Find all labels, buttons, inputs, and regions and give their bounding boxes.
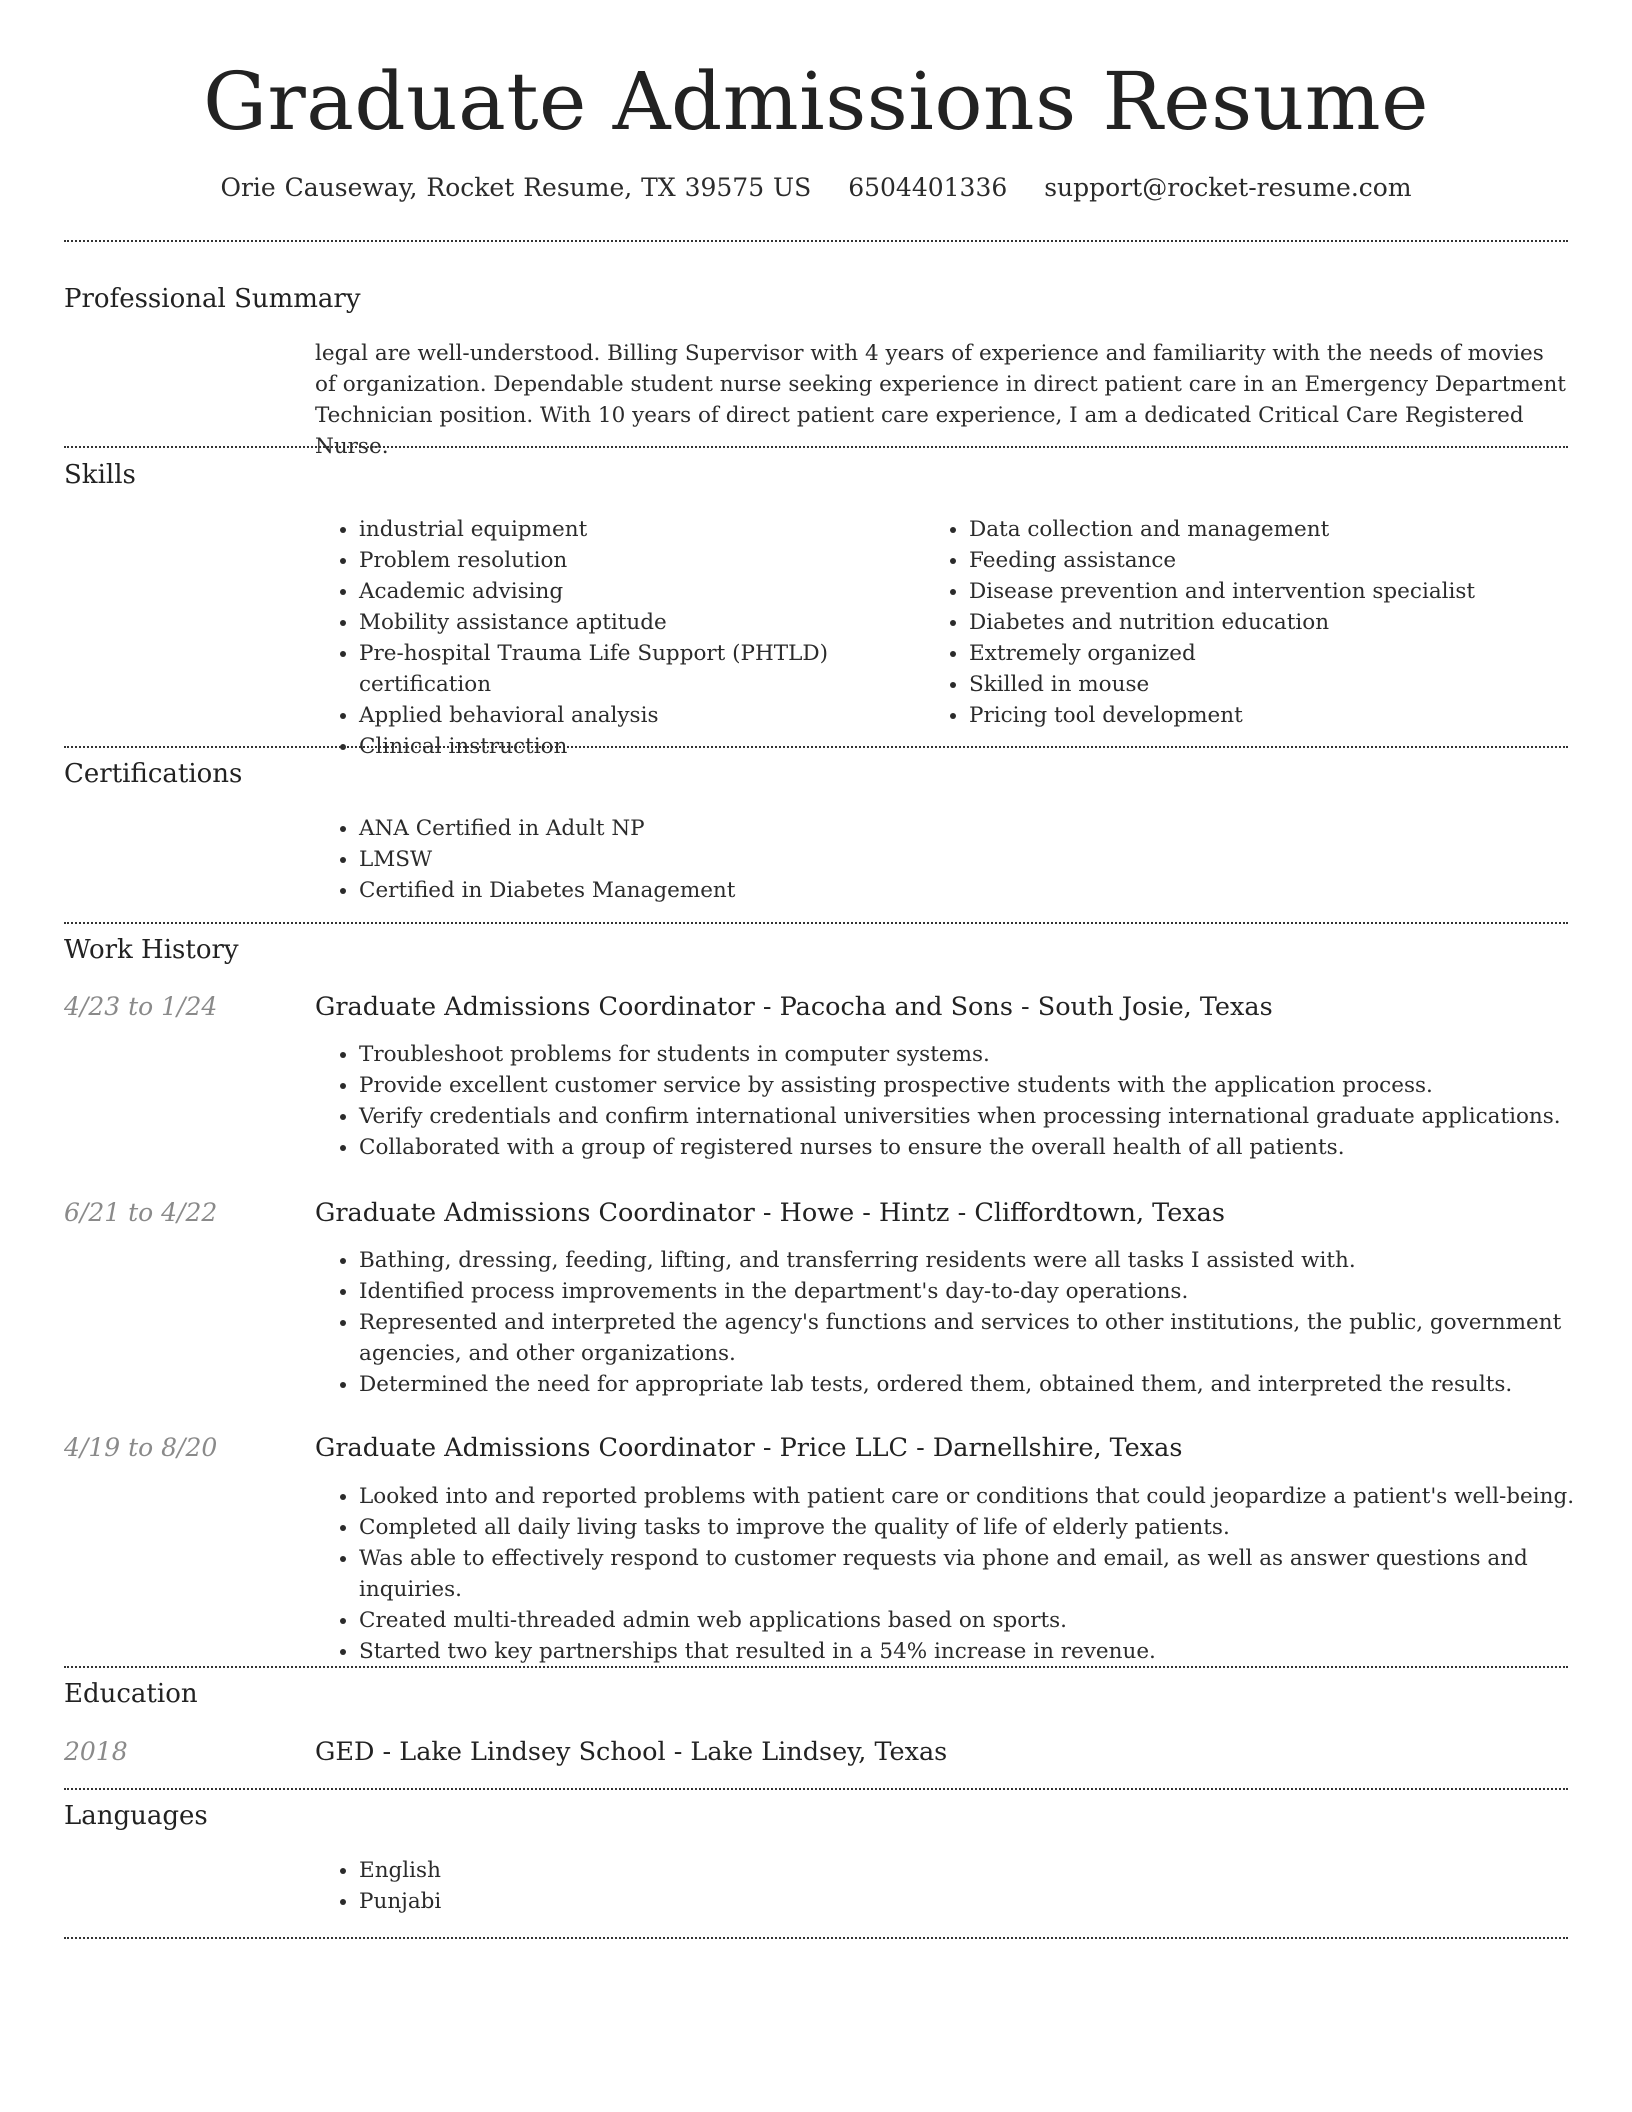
list-item: • Extremely organized [969, 638, 1609, 669]
job-title: Graduate Admissions Coordinator - Price LLC - Darnellshire, Texas [315, 1433, 1183, 1463]
list-item: • Certified in Diabetes Management [359, 875, 1609, 906]
work-heading: Work History [64, 935, 239, 965]
section-divider [64, 746, 1568, 748]
summary-heading: Professional Summary [64, 284, 361, 314]
list-item: • industrial equipment [359, 514, 959, 545]
list-item: • Created multi-threaded admin web applications based on sports. [359, 1605, 1614, 1636]
contact-phone: 6504401336 [848, 173, 1008, 202]
list-item: • Represented and interpreted the agency's functions and services to other institutions, the public, government agencies, and other organizations. [359, 1307, 1589, 1369]
section-divider [64, 1788, 1568, 1790]
list-item: • Academic advising [359, 576, 959, 607]
job-title: Graduate Admissions Coordinator - Howe - Hintz - Cliffordtown, Texas [315, 1198, 1225, 1228]
section-divider [64, 1666, 1568, 1668]
list-item: • Mobility assistance aptitude [359, 607, 959, 638]
list-item: • Punjabi [359, 1886, 1609, 1917]
list-item: • Applied behavioral analysis [359, 700, 959, 731]
summary-text: legal are well-understood. Billing Supervisor with 4 years of experience and familiarity with the needs of movies of organization. Dependable student nurse seeking experience in direct patient care in an Emergency Department Technician position. With 10 years of direct patient care experience, I am a dedicated Critical Care Registered Nurse. [315, 341, 1566, 459]
education-year: 2018 [64, 1737, 128, 1766]
list-item: • Identified process improvements in the department's day-to-day operations. [359, 1276, 1589, 1307]
skills-heading: Skills [64, 460, 136, 490]
job-title: Graduate Admissions Coordinator - Pacocha and Sons - South Josie, Texas [315, 992, 1273, 1022]
list-item: • Determined the need for appropriate lab tests, ordered them, obtained them, and interpreted the results. [359, 1369, 1589, 1400]
contact-address: Orie Causeway, Rocket Resume, TX 39575 US [220, 173, 812, 202]
list-item: • LMSW [359, 844, 1609, 875]
skills-list-left [315, 514, 959, 762]
list-item: • Completed all daily living tasks to improve the quality of life of elderly patients. [359, 1512, 1614, 1543]
list-item: • Troubleshoot problems for students in computer systems. [359, 1039, 1614, 1070]
list-item: • Looked into and reported problems with patient care or conditions that could jeopardize a patient's well-being. [359, 1481, 1614, 1512]
certifications-heading: Certifications [64, 759, 243, 789]
section-divider [64, 446, 1568, 448]
list-item: • Verify credentials and confirm international universities when processing international graduate applications. [359, 1101, 1614, 1132]
list-item: • Bathing, dressing, feeding, lifting, and transferring residents were all tasks I assisted with. [359, 1245, 1589, 1276]
contact-email: support@rocket-resume.com [1044, 173, 1412, 202]
list-item: • Clinical instruction [359, 731, 959, 762]
education-degree: GED - Lake Lindsey School - Lake Lindsey, Texas [315, 1737, 948, 1767]
list-item: • English [359, 1855, 1609, 1886]
languages-list [315, 1855, 1609, 1917]
list-item: • Provide excellent customer service by assisting prospective students with the application process. [359, 1070, 1614, 1101]
job-bullets [315, 1245, 1589, 1400]
list-item: • Feeding assistance [969, 545, 1609, 576]
education-heading: Education [64, 1679, 198, 1709]
job-bullets [315, 1481, 1614, 1667]
list-item: • Disease prevention and intervention specialist [969, 576, 1609, 607]
list-item: • Data collection and management [969, 514, 1609, 545]
resume-title: Graduate Admissions Resume [203, 55, 1429, 148]
job-bullets [315, 1039, 1614, 1163]
contact-line [0, 170, 1632, 206]
list-item: • ANA Certified in Adult NP [359, 813, 1609, 844]
list-item: • Pricing tool development [969, 700, 1609, 731]
list-item: • Skilled in mouse [969, 669, 1609, 700]
job-dates: 4/23 to 1/24 [64, 992, 218, 1021]
section-divider [64, 240, 1568, 242]
list-item: • Was able to effectively respond to customer requests via phone and email, as well as answer questions and inquiries. [359, 1543, 1614, 1605]
list-item: • Problem resolution [359, 545, 959, 576]
list-item: • Pre-hospital Trauma Life Support (PHTLD) certification [359, 638, 959, 700]
job-dates: 6/21 to 4/22 [64, 1198, 218, 1227]
list-item: • Diabetes and nutrition education [969, 607, 1609, 638]
certifications-list [315, 813, 1609, 906]
skills-list-right [925, 514, 1609, 731]
section-divider [64, 922, 1568, 924]
list-item: • Started two key partnerships that resulted in a 54% increase in revenue. [359, 1636, 1614, 1667]
list-item: • Collaborated with a group of registered nurses to ensure the overall health of all patients. [359, 1132, 1614, 1163]
job-dates: 4/19 to 8/20 [64, 1433, 218, 1462]
section-divider [64, 1937, 1568, 1939]
languages-heading: Languages [64, 1801, 208, 1831]
